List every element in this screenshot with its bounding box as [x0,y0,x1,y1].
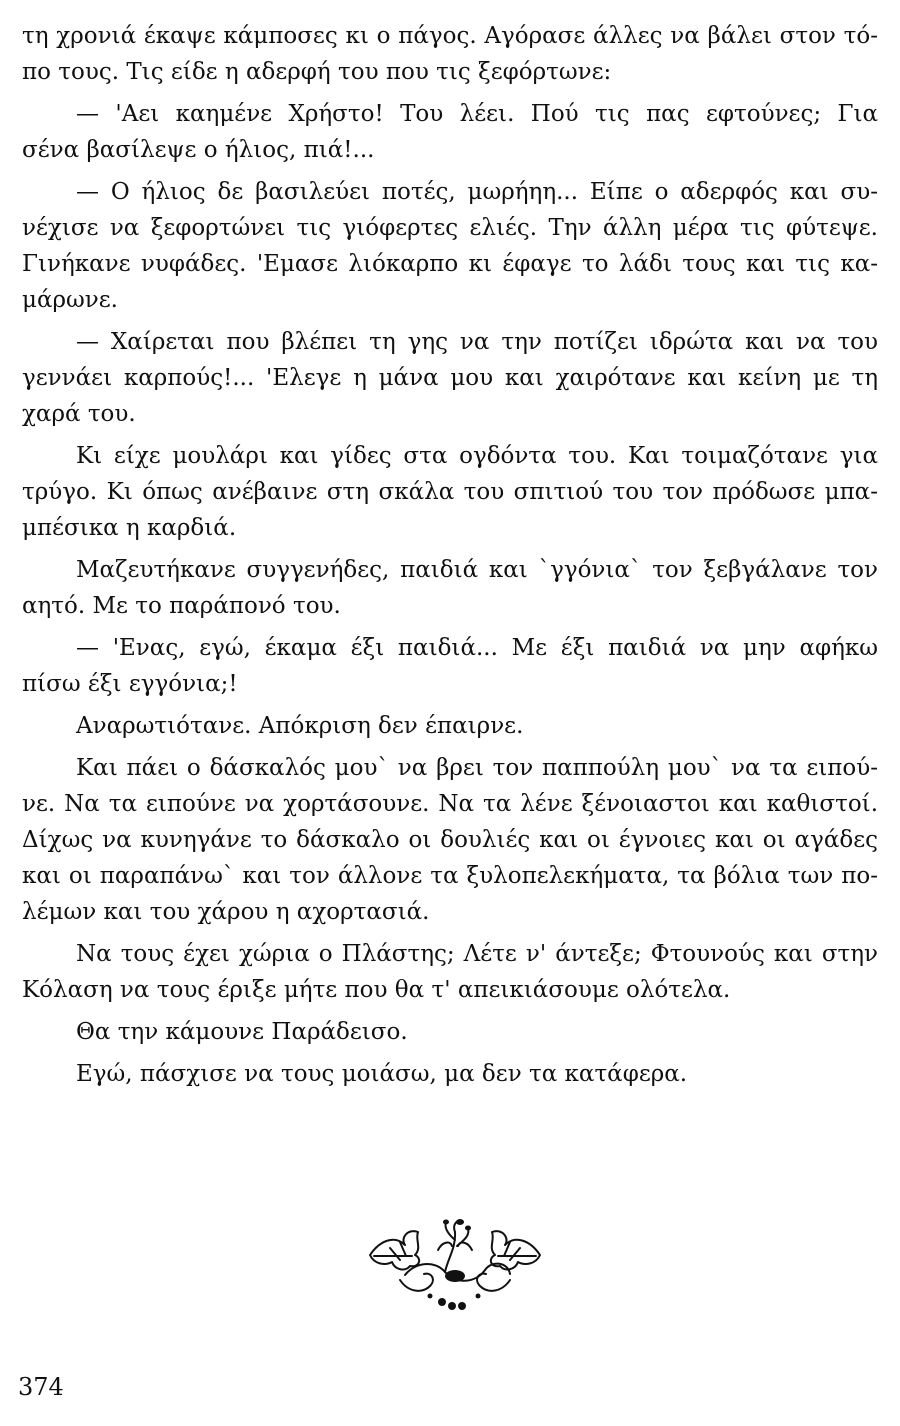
floral-vignette-icon [360,1210,550,1320]
text-line: πίσω έξι εγγόνια;! [22,671,238,697]
text-line: και οι παραπάνω` και τον άλλονε τα ξυλοπελεκήματα, τα βόλια των πο- [22,863,878,889]
text-line: — 'Αει καημένε Χρήστο! Του λέει. Πού τις πας εφτούνες; Για [76,101,878,127]
text-line: μάρωνε. [22,287,118,313]
text-line: — Χαίρεται που βλέπει τη γης να την ποτίζει ιδρώτα και να του [76,329,878,355]
text-line: σένα βασίλεψε ο ήλιος, πιά!... [22,137,375,163]
text-line: αητό. Με το παράπονό του. [22,593,341,619]
text-line: Εγώ, πάσχισε να τους μοιάσω, μα δεν τα κατάφερα. [76,1061,688,1087]
text-line: Κι είχε μουλάρι και γίδες στα ογδόντα του. Και τοιμαζότανε για [76,443,878,469]
text-line: γεννάει καρπούς!... 'Ελεγε η μάνα μου και χαιρότανε και κείνη με τη [22,365,878,391]
text-line: Αναρωτιότανε. Απόκριση δεν έπαιρνε. [76,713,524,739]
text-line: — Ο ήλιος δε βασιλεύει ποτές, μωρήηη... Είπε ο αδερφός και συ- [76,179,878,205]
text-line: Δίχως να κυνηγάνε το δάσκαλο οι δουλιές και οι έγνοιες και οι αγάδες [22,827,878,853]
text-line: λέμων και του χάρου η αχορτασιά. [22,899,430,925]
text-line: Θα την κάμουνε Παράδεισο. [76,1019,408,1045]
body-text [22,18,878,1092]
text-line: μπέσικα η καρδιά. [22,515,237,541]
text-line: τη χρονιά έκαψε κάμποσες κι ο πάγος. Αγόρασε άλλες να βάλει στον τό- [22,23,878,49]
text-line: πο τους. Τις είδε η αδερφή του που τις ξεφόρτωνε: [22,59,612,85]
text-line: νέχισε να ξεφορτώνει τις γιόφερτες ελιές. Την άλλη μέρα τις φύτεψε. [22,215,878,241]
page-number: 374 [18,1373,64,1401]
text-line: Και πάει ο δάσκαλός μου` να βρει τον παππούλη μου` να τα ειπού- [76,755,878,781]
text-line: νε. Να τα ειπούνε να χορτάσουνε. Να τα λένε ξένοιαστοι και καθιστοί. [22,791,878,817]
text-line: Γινήκανε νυφάδες. 'Εμασε λιόκαρπο κι έφαγε το λάδι τους και τις κα- [22,251,878,277]
text-line: Μαζευτήκανε συγγενήδες, παιδιά και `γγόνια` τον ξεβγάλανε τον [76,557,878,583]
text-line: — 'Ενας, εγώ, έκαμα έξι παιδιά... Με έξι παιδιά να μην αφήκω [76,635,878,661]
text-line: Κόλαση να τους έριξε μήτε που θα τ' απεικιάσουμε ολότελα. [22,977,731,1003]
text-line: χαρά του. [22,401,136,427]
text-line: τρύγο. Κι όπως ανέβαινε στη σκάλα του σπιτιού του τον πρόδωσε μπα- [22,479,878,505]
text-line: Να τους έχει χώρια ο Πλάστης; Λέτε ν' άντεξε; Φτουνούς και στην [76,941,878,967]
